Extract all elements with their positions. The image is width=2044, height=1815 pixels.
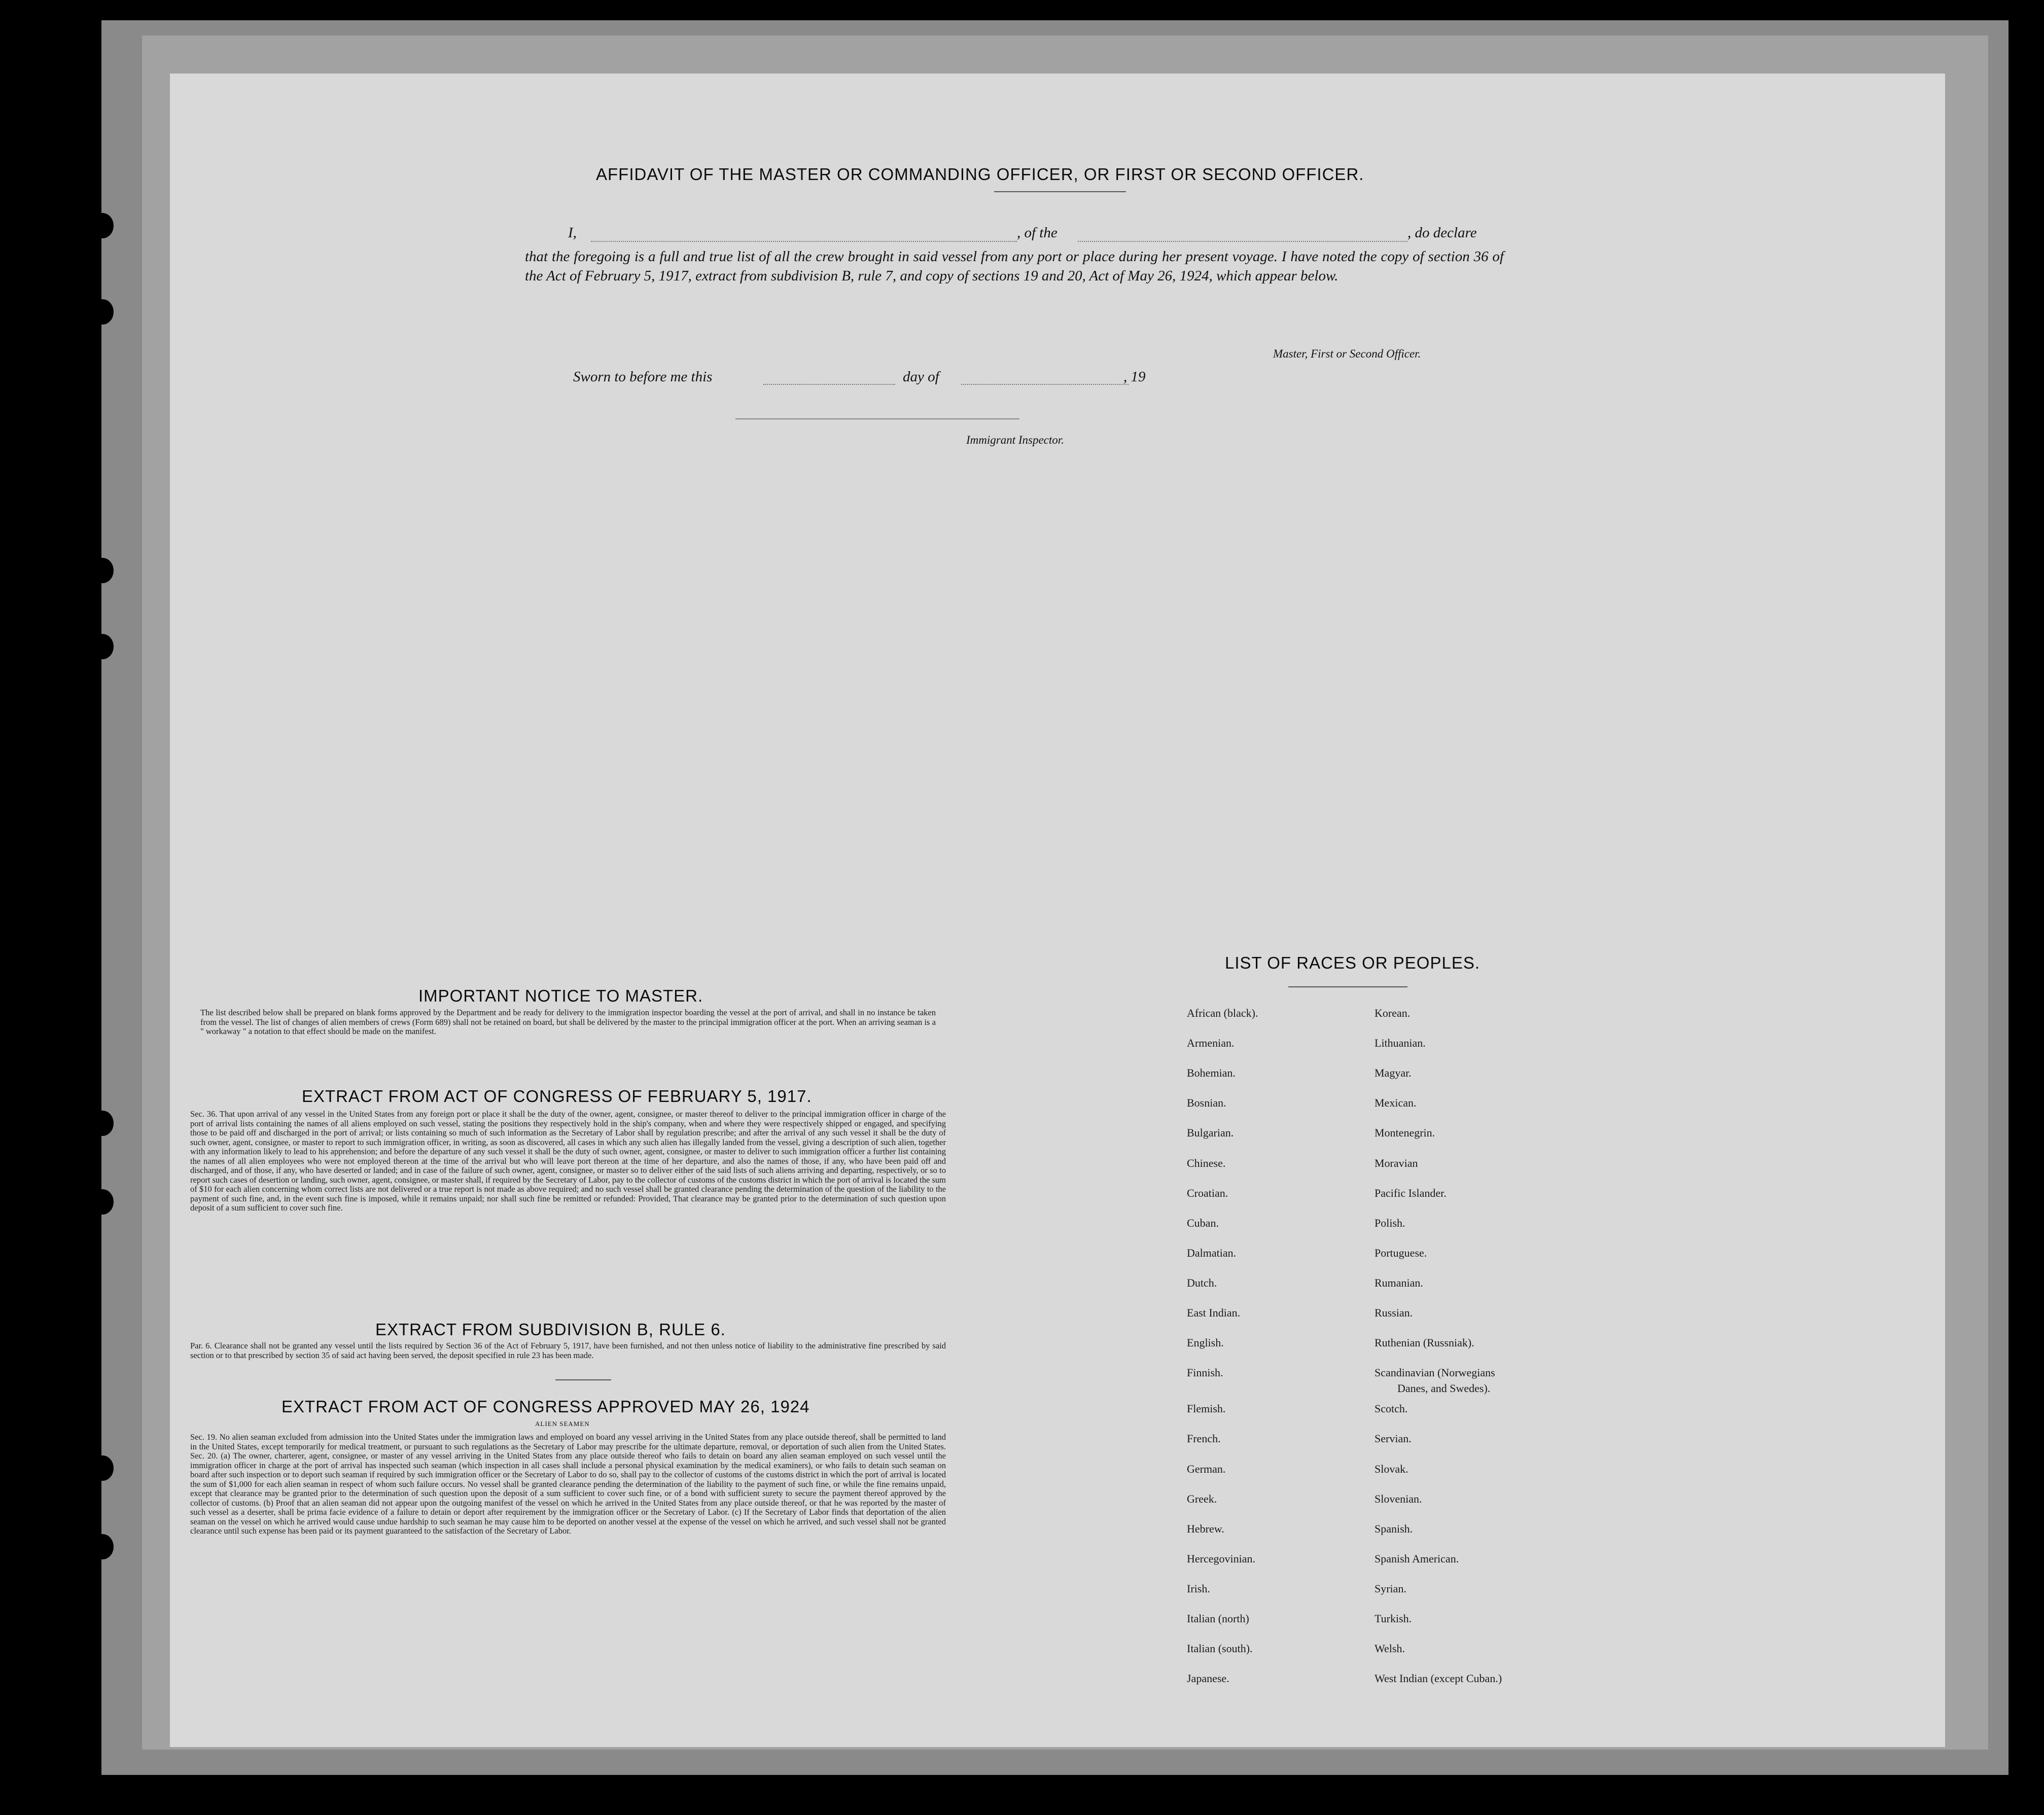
- binder-hole: [91, 1111, 114, 1136]
- race-item: Greek.: [1187, 1492, 1217, 1505]
- race-item: Scotch.: [1375, 1402, 1408, 1415]
- race-item: German.: [1187, 1462, 1226, 1475]
- extract-1917-text: Sec. 36. That upon arrival of any vessel in the United States from any foreign port or place it shall be the duty of the owner, agent, consignee, or master thereof to deliver to the principal immigration officer in charge of the port of arrival lists containing the names of all aliens employed on such vessel, stating the positions they respectively hold in the ship's company, when and where they were respectively shipped or engaged, and specifying those to be paid off and discharged in the port of arrival; or lists containing so much of such information as the Secretary of Labor shall by regulation prescribe; and after the arrival of any such vessel it shall be the duty of such owner, agent, consignee, or master to report to such immigration officer, in writing, as soon as discovered, all cases in which any such alien has illegally landed from the vessel, giving a description of such alien, together with any information likely to lead to his apprehension; and before the departure of any such vessel it shall be the duty of such owner, agent, consignee, or master to deliver to such immigration officer a further list containing the names of all alien employees who were not employed thereon at the time of the arrival but who will leave port thereon at the time of her departure, and also the names of those, if any, who have been paid off and discharged, and of those, if any, who have deserted or landed; and in case of the failure of such owner, agent, consignee, or master so to deliver either of the said lists of such aliens arriving and departing, respectively, or so to report such cases of desertion or landing, such owner, agent, consignee, or master shall, if required by the Secretary of Labor, pay to the collector of customs of the customs district in which the port of arrival is located the sum of $10 for each alien concerning whom correct lists are not delivered or a true report is not made as above required; and no such vessel shall be granted clearance pending the determination of the question of the liability to the payment of such fine, and, in the event such fine is imposed, while it remains unpaid; nor shall such fine be remitted or refunded: Provided, That clearance may be granted prior to the determination of such question upon deposit of a sum sufficient to cover such fine.: [190, 1109, 946, 1213]
- affidavit-of-the: , of the: [1017, 225, 1058, 241]
- race-item: English.: [1187, 1336, 1224, 1349]
- race-item: Rumanian.: [1375, 1276, 1423, 1289]
- race-item: Polish.: [1375, 1216, 1405, 1229]
- day-of-label: day of: [903, 369, 939, 385]
- race-item: Hebrew.: [1187, 1522, 1224, 1535]
- affidavit-title: AFFIDAVIT OF THE MASTER OR COMMANDING OFFICER, OR FIRST OR SECOND OFFICER.: [596, 165, 1364, 184]
- affidavit-body: that the foregoing is a full and true list of all the crew brought in said vessel from any port or place during her present voyage. I have noted the copy of section 36 of the Act of February 5, 1917, extract from subdivision B, rule 7, and copy of sections 19 and 20, Act of May 26, 1924, which appear below.: [525, 248, 1504, 284]
- race-item: Dalmatian.: [1187, 1246, 1237, 1259]
- race-item: Japanese.: [1187, 1672, 1229, 1685]
- notice-title: IMPORTANT NOTICE TO MASTER.: [418, 986, 703, 1005]
- race-item: Syrian.: [1375, 1582, 1406, 1595]
- affidavit-i: I,: [568, 225, 577, 241]
- race-item: Bulgarian.: [1187, 1126, 1234, 1140]
- race-item: East Indian.: [1187, 1306, 1241, 1319]
- race-item: Croatian.: [1187, 1186, 1228, 1199]
- race-item: Chinese.: [1187, 1156, 1226, 1169]
- binder-hole: [91, 299, 114, 325]
- sworn-month-blank[interactable]: [961, 384, 1129, 385]
- binder-hole: [91, 1455, 114, 1481]
- extract-1924-text: Sec. 19. No alien seaman excluded from admission into the United States under the immigration laws and employed on board any vessel arriving in the United States from any place outside thereof, shall be permitted to land in the United States, except temporarily for medical treatment, or pursuant to such regulations as the Secretary of Labor may prescribe for the ultimate departure, removal, or deportation of such alien from the United States. Sec. 20. (a) The owner, charterer, agent, consignee, or master of any vessel arriving in the United States from any place outside thereof who fails to detain on board any alien seaman employed on such vessel until the immigration officer in charge at the port of arrival has inspected such seaman (which inspection in all cases shall include a personal physical examination by the medical examiners), or who fails to detain such seaman on board after such inspection or to deport such seaman if required by such immigration officer or the Secretary of Labor to do so, shall pay to the collector of customs of the customs district in which the port of arrival is located the sum of $1,000 for each alien seaman in respect of whom such failure occurs. No vessel shall be granted clearance pending the determination of the liability to the payment of such fine, or while the fine remains unpaid, except that clearance may be granted prior to the determination of such question upon the deposit of a sum sufficient to cover such fine, or of a bond with sufficient surety to secure the payment thereof approved by the collector of customs. (b) Proof that an alien seaman did not appear upon the outgoing manifest of the vessel on which he arrived in the United States from any place outside thereof, or that he was reported by the master of such vessel as a deserter, shall be prima facie evidence of a failure to detain or deport after requirement by the immigration officer or the Secretary of Labor. (c) If the Secretary of Labor finds that deportation of the alien seaman on the vessel on which he arrived would cause undue hardship to such seaman he may cause him to be deported on another vessel at the expense of the vessel on which he arrived, and such vessel shall not be granted clearance until such expense has been paid or its payment guaranteed to the satisfaction of the Secretary of Labor.: [190, 1432, 946, 1536]
- race-item: Portuguese.: [1375, 1246, 1427, 1259]
- rule6-text: Par. 6. Clearance shall not be granted any vessel until the lists required by Section 36 of the Act of February 5, 1917, have been furnished, and not then unless notice of liability to the administrative fine prescribed by said section or to that prescribed by section 35 of said act having been served, the deposit specified in rule 23 has been made.: [190, 1341, 946, 1360]
- year-label: , 19: [1123, 369, 1146, 385]
- document-page: [170, 74, 1945, 1747]
- name-blank[interactable]: [591, 241, 1017, 242]
- race-item: Russian.: [1375, 1306, 1413, 1319]
- race-item: Servian.: [1375, 1432, 1412, 1445]
- race-item: Slovak.: [1375, 1462, 1408, 1475]
- extract-1924-title: EXTRACT FROM ACT OF CONGRESS APPROVED MAY 26, 1924: [281, 1397, 810, 1416]
- race-item: Lithuanian.: [1375, 1037, 1426, 1050]
- binder-hole: [91, 1534, 114, 1559]
- binder-hole: [91, 558, 114, 583]
- divider: [994, 191, 1126, 192]
- binder-hole: [91, 634, 114, 659]
- race-item: Irish.: [1187, 1582, 1210, 1595]
- binder-hole: [91, 213, 114, 238]
- race-item: Montenegrin.: [1375, 1126, 1435, 1140]
- race-item: Scandinavian (Norwegians: [1375, 1366, 1495, 1379]
- race-item: Welsh.: [1375, 1642, 1405, 1655]
- master-signature-label: Master, First or Second Officer.: [1273, 347, 1421, 360]
- race-item: Cuban.: [1187, 1216, 1219, 1229]
- race-item: Magyar.: [1375, 1066, 1412, 1080]
- race-item: Spanish American.: [1375, 1552, 1459, 1565]
- race-item: Spanish.: [1375, 1522, 1413, 1535]
- race-item: Moravian: [1375, 1156, 1418, 1169]
- race-item: French.: [1187, 1432, 1221, 1445]
- inspector-label: Immigrant Inspector.: [966, 434, 1064, 446]
- divider: [555, 1379, 611, 1380]
- extract-1917-title: EXTRACT FROM ACT OF CONGRESS OF FEBRUARY 5, 1917.: [302, 1087, 812, 1106]
- race-item: Finnish.: [1187, 1366, 1223, 1379]
- sworn-label: Sworn to before me this: [573, 369, 713, 385]
- affidavit-declare: , do declare: [1407, 225, 1477, 241]
- race-item: Hercegovinian.: [1187, 1552, 1255, 1565]
- race-item: Pacific Islander.: [1375, 1186, 1447, 1199]
- race-item: Flemish.: [1187, 1402, 1226, 1415]
- race-item: Korean.: [1375, 1007, 1411, 1019]
- notice-text: The list described below shall be prepared on blank forms approved by the Department and be ready for delivery to the immigration inspector boarding the vessel at the port of arrival, and shall in no instance be taken from the vessel. The list of changes of alien members of crews (Form 689) shall not be retained on board, but shall be delivered by the master to the principal immigration officer at the port. When an arriving seaman is a " workaway " a notation to that effect should be made on the manifest.: [200, 1008, 936, 1036]
- extract-1924-subtitle: ALIEN SEAMEN: [535, 1420, 590, 1428]
- races-title: LIST OF RACES OR PEOPLES.: [1225, 953, 1481, 972]
- race-item: Armenian.: [1187, 1037, 1235, 1050]
- race-item: Slovenian.: [1375, 1492, 1422, 1505]
- race-item: Bosnian.: [1187, 1096, 1226, 1110]
- race-item: Danes, and Swedes).: [1397, 1382, 1491, 1395]
- race-item: Mexican.: [1375, 1096, 1417, 1110]
- race-item: Bohemian.: [1187, 1066, 1236, 1080]
- vessel-blank[interactable]: [1078, 241, 1407, 242]
- inspector-signature-line: [735, 418, 1019, 419]
- binder-hole: [91, 1189, 114, 1215]
- sworn-day-blank[interactable]: [763, 384, 895, 385]
- race-item: Ruthenian (Russniak).: [1375, 1336, 1474, 1349]
- race-item: Italian (south).: [1187, 1642, 1253, 1655]
- race-item: African (black).: [1187, 1007, 1258, 1019]
- race-item: Dutch.: [1187, 1276, 1217, 1289]
- race-item: Italian (north): [1187, 1612, 1249, 1625]
- divider: [1288, 986, 1407, 987]
- race-item: West Indian (except Cuban.): [1375, 1672, 1502, 1685]
- rule6-title: EXTRACT FROM SUBDIVISION B, RULE 6.: [375, 1320, 726, 1339]
- race-item: Turkish.: [1375, 1612, 1412, 1625]
